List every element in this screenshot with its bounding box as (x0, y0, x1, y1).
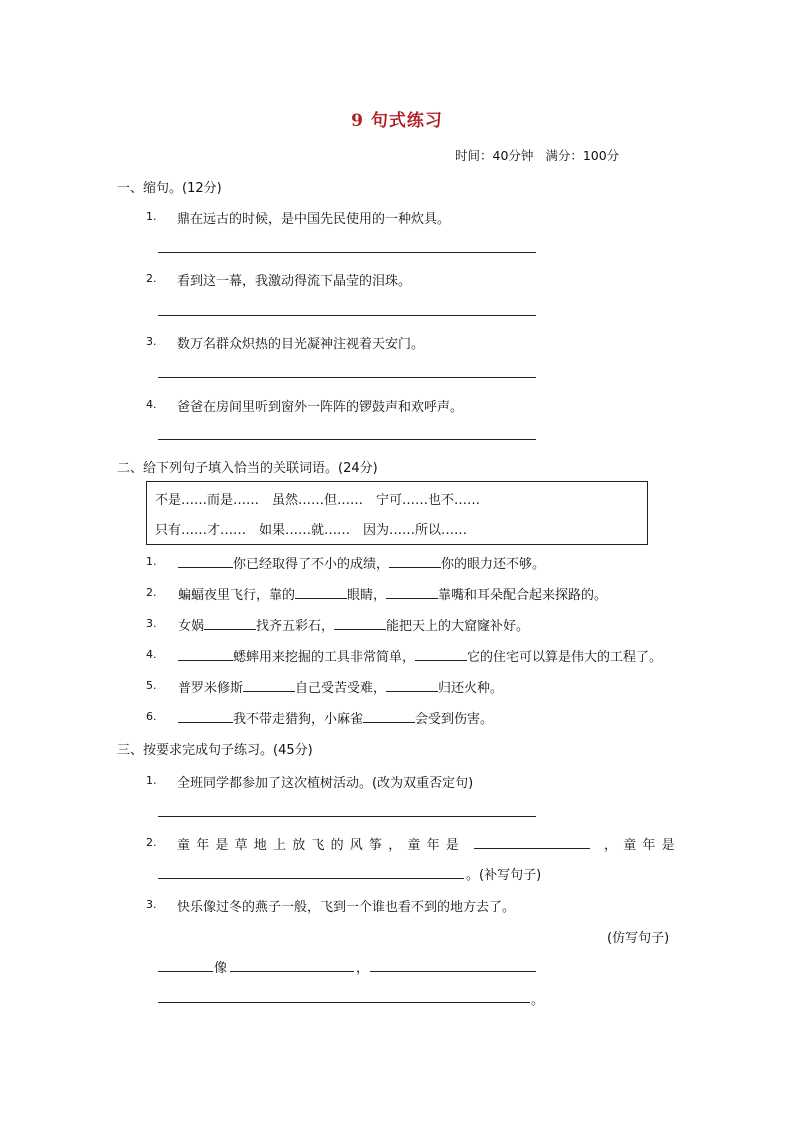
s3-q2-num: 2. (146, 836, 157, 849)
s2-q3-part-b: 找齐五彩石， (256, 619, 335, 634)
section2-heading: 二、给下列句子填入恰当的关联词语。(24分) (117, 461, 378, 476)
s2-q6-part-c: 会受到伤害。 (415, 712, 494, 727)
s3-q3-text: 快乐像过冬的燕子一般，飞到一个谁也看不到的地方去了。 (177, 900, 516, 915)
fill-blank[interactable] (363, 709, 415, 723)
fill-blank[interactable] (178, 709, 233, 723)
s2-q6-num: 6. (146, 710, 157, 723)
s3-q3-blank-1[interactable] (158, 971, 213, 972)
s2-q2-part-b: 眼睛， (347, 588, 387, 603)
word-bank-row-2: 只有……才…… 如果……就…… 因为……所以…… (155, 523, 468, 538)
s3-q3-blank-2[interactable] (230, 971, 354, 972)
fill-blank[interactable] (386, 585, 438, 599)
s2-q5 (178, 677, 503, 696)
s3-q3-comma: ， (356, 961, 370, 976)
s2-q4-part-b: 蟋蟀用来挖掘的工具非常简单， (233, 650, 416, 665)
fill-blank[interactable] (415, 647, 467, 661)
s3-q1-answer-line[interactable] (158, 816, 536, 817)
s2-q3-part-a: 女娲 (178, 619, 205, 634)
s2-q5-part-a: 普罗米修斯 (178, 681, 244, 696)
s2-q1-part-c: 你的眼力还不够。 (441, 557, 546, 572)
s3-q3-xiang: 像 (214, 961, 228, 976)
s1-q4-num: 4. (146, 398, 157, 411)
s1-q3-text: 数万名群众炽热的目光凝神注视着天安门。 (177, 337, 425, 352)
s2-q1-part-b: 你已经取得了不小的成绩， (233, 557, 390, 572)
fill-blank[interactable] (295, 585, 347, 599)
fill-blank[interactable] (243, 678, 295, 692)
s2-q2-part-c: 靠嘴和耳朵配合起来探路的。 (438, 588, 608, 603)
s3-q1-num: 1. (146, 774, 157, 787)
fill-blank[interactable] (389, 554, 441, 568)
s2-q3-part-c: 能把天上的大窟窿补好。 (386, 619, 530, 634)
score-label: 满分：100分 (545, 148, 620, 163)
s1-q3-num: 3. (146, 335, 157, 348)
s2-q1-num: 1. (146, 555, 157, 568)
word-bank-box (146, 481, 648, 545)
s1-q2-text: 看到这一幕，我激动得流下晶莹的泪珠。 (177, 274, 412, 289)
s2-q5-part-b: 自己受苦受难， (295, 681, 387, 696)
s1-q1-answer-line[interactable] (158, 252, 536, 253)
s3-q3-note: (仿写句子) (607, 931, 670, 946)
s2-q1 (178, 553, 545, 572)
s1-q1-num: 1. (146, 210, 157, 223)
s3-q2-text-a: 童年是草地上放飞的风筝，童年是 (177, 838, 466, 853)
s3-q3-blank-4[interactable] (158, 1002, 530, 1003)
fill-blank[interactable] (386, 678, 438, 692)
s2-q5-part-c: 归还火种。 (438, 681, 504, 696)
s1-q2-answer-line[interactable] (158, 315, 536, 316)
s3-q2-tail: 。(补写句子) (466, 868, 542, 883)
fill-blank[interactable] (334, 616, 386, 630)
word-bank-row-1: 不是……而是…… 虽然……但…… 宁可……也不…… (155, 493, 481, 508)
time-label: 时间：40分钟 (455, 148, 534, 163)
s2-q2-num: 2. (146, 586, 157, 599)
s2-q3-num: 3. (146, 617, 157, 630)
s2-q3 (178, 615, 529, 634)
s2-q2-part-a: 蝙蝠夜里飞行，靠的 (178, 588, 296, 603)
s2-q6 (178, 708, 493, 727)
s3-q3-blank-3[interactable] (370, 971, 536, 972)
exam-meta (455, 146, 619, 164)
fill-blank[interactable] (204, 616, 256, 630)
section3-heading: 三、按要求完成句子练习。(45分) (117, 743, 313, 758)
s2-q5-num: 5. (146, 679, 157, 692)
s3-q3-period: 。 (531, 993, 545, 1008)
s2-q2 (178, 584, 607, 603)
fill-blank[interactable] (178, 647, 233, 661)
s3-q2-text-b: ，童年是 (604, 838, 681, 853)
s2-q4 (178, 646, 662, 665)
s3-q2-blank-1[interactable] (474, 848, 590, 849)
s2-q6-part-b: 我不带走猎狗，小麻雀 (233, 712, 364, 727)
section1-heading: 一、缩句。(12分) (117, 181, 222, 196)
s1-q4-answer-line[interactable] (158, 439, 536, 440)
s1-q3-answer-line[interactable] (158, 377, 536, 378)
s2-q4-part-c: 它的住宅可以算是伟大的工程了。 (467, 650, 663, 665)
s3-q3-num: 3. (146, 898, 157, 911)
s3-q2-blank-2[interactable] (158, 878, 464, 879)
s2-q4-num: 4. (146, 648, 157, 661)
fill-blank[interactable] (178, 554, 233, 568)
page-title: 9 句式练习 (351, 111, 443, 131)
s1-q1-text: 鼎在远古的时候，是中国先民使用的一种炊具。 (177, 212, 451, 227)
s3-q1-text: 全班同学都参加了这次植树活动。(改为双重否定句) (177, 776, 474, 791)
s1-q4-text: 爸爸在房间里听到窗外一阵阵的锣鼓声和欢呼声。 (177, 400, 464, 415)
s1-q2-num: 2. (146, 272, 157, 285)
